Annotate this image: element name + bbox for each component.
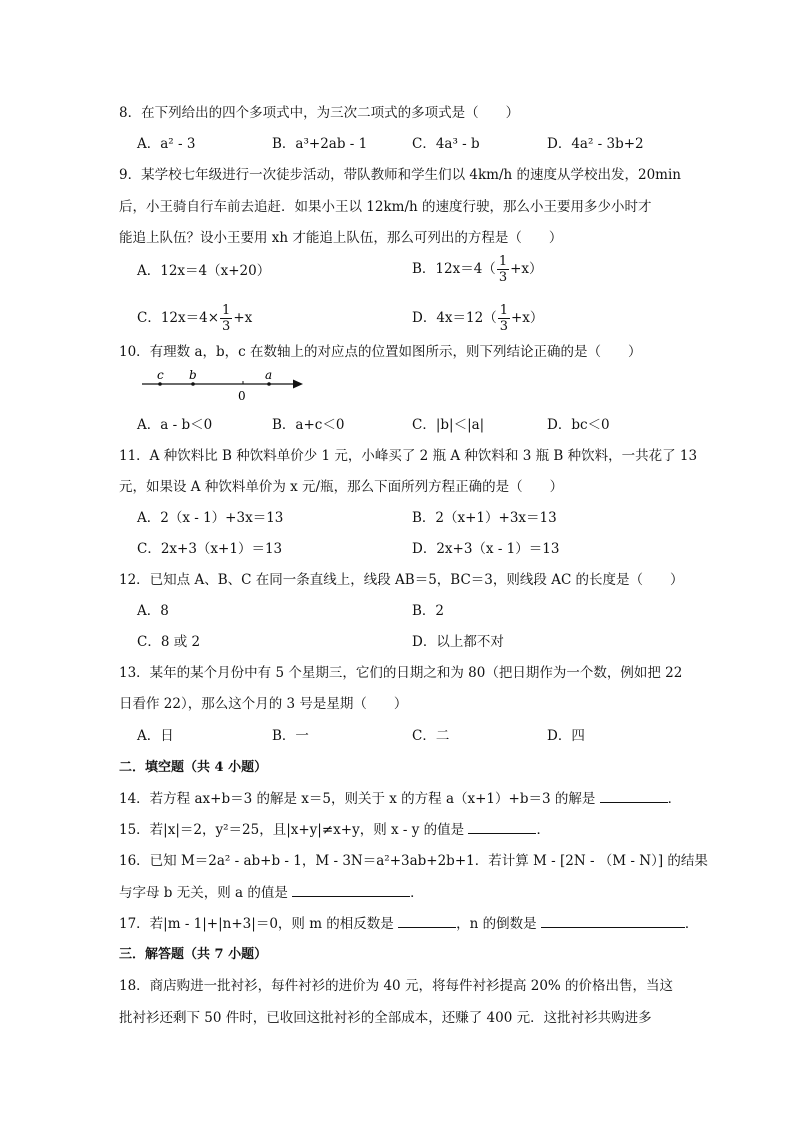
q15-text: 15．若|x|＝2，y²＝25，且|x+y|≠x+y，则 x - y 的值是 xyxy=(119,822,465,838)
q16-end: ． xyxy=(410,885,424,901)
q13-stem-line2: 日看作 22），那么这个月的 3 号是星期（ ） xyxy=(119,696,408,712)
q11-option-d: D．2x+3（x - 1）＝13 xyxy=(412,541,560,557)
q14-text: 14．若方程 ax+b＝3 的解是 x＝5，则关于 x 的方程 a（x+1）+b＝3 的解是 xyxy=(119,791,596,807)
q9-option-c-suffix: +x xyxy=(233,310,253,326)
q13-option-b: B．一 xyxy=(272,728,309,744)
q9-option-b xyxy=(412,254,543,285)
number-line-arrow xyxy=(293,380,303,389)
q17-text2: ，n 的倒数是 xyxy=(456,916,537,932)
q13-option-d: D．四 xyxy=(547,728,585,744)
fraction-denominator: 3 xyxy=(498,270,508,285)
q11-stem-line2: 元，如果设 A 种饮料单价为 x 元/瓶，那么下面所列方程正确的是（ ） xyxy=(119,479,564,495)
q10-option-b: B．a+c＜0 xyxy=(272,417,345,433)
q12-option-c: C．8 或 2 xyxy=(137,634,201,650)
number-line-figure xyxy=(140,368,310,404)
q8-option-b: B．a³+2ab - 1 xyxy=(272,136,368,152)
q16-text: 与字母 b 无关，则 a 的值是 xyxy=(119,885,288,901)
q18-line1: 18．商店购进一批衬衫，每件衬衫的进价为 40 元，将每件衬衫提高 20% 的价格出售，当这 xyxy=(119,978,674,994)
q9-stem-line2: 后，小王骑自行车前去追赶．如果小王以 12km/h 的速度行驶，那么小王要用多少小时才 xyxy=(119,199,652,215)
q17-answer-blank-1[interactable] xyxy=(398,915,456,928)
fraction-denominator: 3 xyxy=(499,319,508,334)
q9-option-d-prefix: D．4x＝12（ xyxy=(412,310,497,326)
q9-stem-line3: 能追上队伍？设小王要用 xh 才能追上队伍，那么可列出的方程是（ ） xyxy=(119,230,563,246)
point-a xyxy=(267,382,271,386)
q9-option-c-fraction xyxy=(220,303,232,334)
q8-option-d: D．4a² - 3b+2 xyxy=(547,136,644,152)
q9-option-a: A．12x＝4（x+20） xyxy=(137,263,271,279)
q11-stem-line1: 11．A 种饮料比 B 种饮料单价少 1 元，小峰买了 2 瓶 A 种饮料和 3 瓶 B 种饮料，一共花了 13 xyxy=(119,448,698,464)
q18-line2: 批衬衫还剩下 50 件时，已收回这批衬衫的全部成本，还赚了 400 元．这批衬衫共购进多 xyxy=(119,1010,652,1026)
q14-answer-blank[interactable] xyxy=(600,790,668,803)
q9-option-b-fraction xyxy=(497,254,509,285)
label-zero: 0 xyxy=(238,389,246,403)
q10-stem: 10．有理数 a，b，c 在数轴上的对应点的位置如图所示，则下列结论正确的是（ ） xyxy=(119,344,642,360)
q16-line2 xyxy=(119,884,424,902)
q8-stem: 8．在下列给出的四个多项式中，为三次二项式的多项式是（ ） xyxy=(119,105,520,121)
q12-option-b: B．2 xyxy=(412,603,445,619)
q17-text1: 17．若|m - 1|+|n+3|＝0，则 m 的相反数是 xyxy=(119,916,394,932)
label-b: b xyxy=(189,368,197,382)
fraction-denominator: 3 xyxy=(222,319,231,334)
q9-option-d-fraction xyxy=(498,303,510,334)
q17 xyxy=(119,915,698,933)
q11-option-b: B．2（x+1）+3x＝13 xyxy=(412,510,557,526)
q9-option-c-prefix: C．12x＝4× xyxy=(137,310,220,326)
q15 xyxy=(119,821,550,839)
q15-end: ． xyxy=(536,822,550,838)
q9-option-d-suffix: +x） xyxy=(511,310,544,326)
q9-stem-line1: 9．某学校七年级进行一次徒步活动，带队教师和学生们以 4km/h 的速度从学校出发，20min xyxy=(119,167,681,183)
q10-option-a: A．a - b＜0 xyxy=(137,417,213,433)
q9-option-d xyxy=(412,303,543,334)
q14 xyxy=(119,790,681,808)
q17-end: ． xyxy=(684,916,699,932)
q9-option-c xyxy=(137,303,252,334)
q9-option-b-prefix: B．12x＝4（ xyxy=(412,261,496,277)
q11-option-c: C．2x+3（x+1）＝13 xyxy=(137,541,283,557)
q17-answer-blank-2[interactable] xyxy=(541,915,685,928)
point-b xyxy=(191,382,195,386)
q16-line1: 16．已知 M＝2a² - ab+b - 1，M - 3N＝a²+3ab+2b+1．若计算 M - [2N - （M - N）] 的结果 xyxy=(119,853,708,869)
q10-option-c: C．|b|＜|a| xyxy=(412,417,485,433)
point-c xyxy=(158,382,162,386)
q16-answer-blank[interactable] xyxy=(292,884,410,897)
q13-option-c: C．二 xyxy=(412,728,450,744)
q11-option-a: A．2（x - 1）+3x＝13 xyxy=(137,510,284,526)
q12-option-d: D．以上都不对 xyxy=(412,634,504,650)
fraction-numerator: 1 xyxy=(499,303,508,318)
label-c: c xyxy=(157,368,164,382)
q12-option-a: A．8 xyxy=(137,603,169,619)
q9-option-b-suffix: +x） xyxy=(510,261,543,277)
q8-option-c: C．4a³ - b xyxy=(412,136,480,152)
q8-option-a: A．a² - 3 xyxy=(137,136,196,152)
q13-stem-line1: 13．某年的某个月份中有 5 个星期三，它们的日期之和为 80（把日期作为一个数，例如把 22 xyxy=(119,665,683,681)
q15-answer-blank[interactable] xyxy=(468,821,536,834)
q14-end: ． xyxy=(667,791,682,807)
q13-option-a: A．日 xyxy=(137,728,174,744)
q10-option-d: D．bc＜0 xyxy=(547,417,610,433)
section-fill-in-header: 二．填空题（共 4 小题） xyxy=(119,760,268,775)
q12-stem: 12．已知点 A、B、C 在同一条直线上，线段 AB＝5，BC＝3，则线段 AC 的长度是（ ） xyxy=(119,572,684,588)
section-answer-header: 三．解答题（共 7 小题） xyxy=(119,947,268,962)
fraction-numerator: 1 xyxy=(498,254,508,269)
label-a: a xyxy=(265,368,273,382)
fraction-numerator: 1 xyxy=(222,303,231,318)
